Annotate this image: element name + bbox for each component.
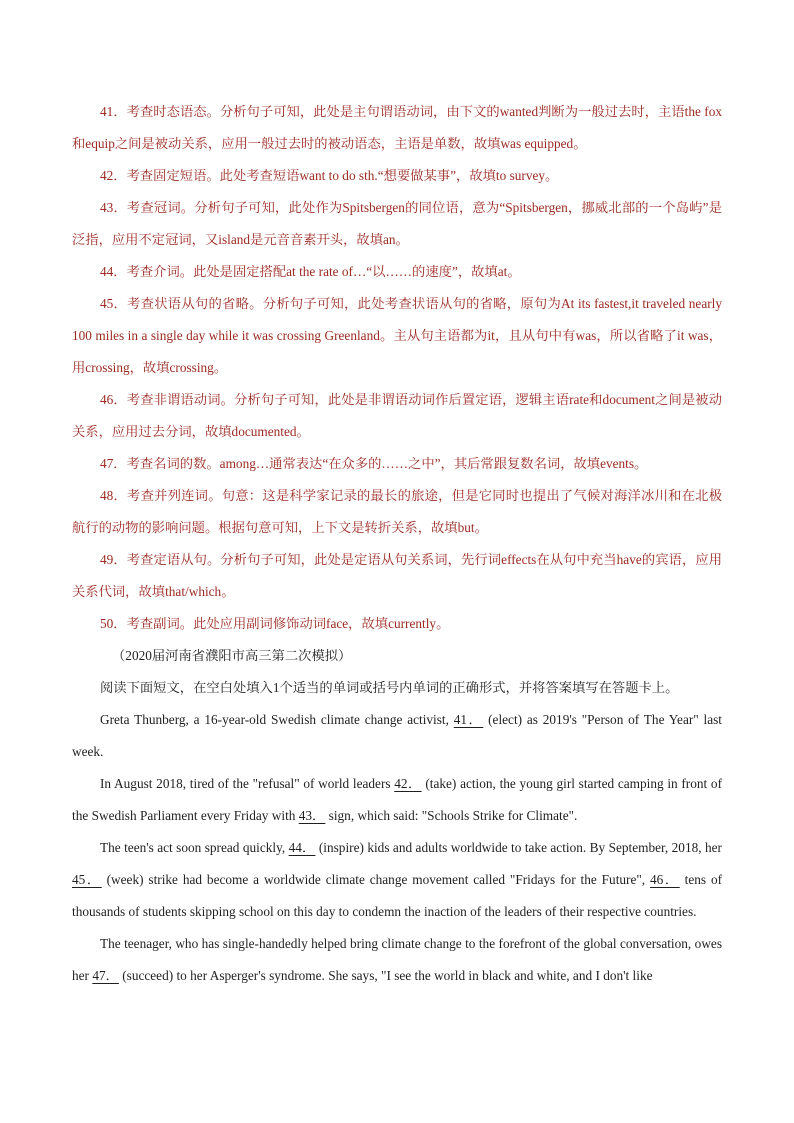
answer-42: 42．考查固定短语。此处考查短语want to do sth.“想要做某事”，故填to survey。 [100,168,559,183]
passage-text: In August 2018, tired of the "refusal" of world leaders [100,776,395,791]
answer-47: 47．考查名词的数。among…通常表达“在众多的……之中”，其后常跟复数名词，故填events。 [100,456,648,471]
passage-text: (inspire) kids and adults worldwide to take action. By September, 2018, her [315,840,722,855]
passage-paragraph-4 [72,928,722,992]
passage-text: tens of thousands of students skipping school on this day to condemn the inaction of the leaders of their respective countries. [72,872,723,919]
blank-47: 47． [92,968,119,983]
passage-paragraph-3 [72,832,722,928]
blank-46: 46． [650,872,680,887]
blank-44: 44． [288,840,316,855]
answer-45: 45．考查状语从句的省略。分析句子可知，此处考查状语从句的省略，原句为At its fastest,it traveled nearly 100 miles in a single day while it was crossing Greenland。主从句主语都为it，且从句中有was，所以省略了it was，用crossing，故填crossing。 [72,296,722,375]
blank-41: 41． [453,712,484,727]
passage-text: (elect) as 2019's "Person of The Year" last week. [72,712,722,759]
passage-text: The teen's act soon spread quickly, [100,840,289,855]
page-content [72,96,722,992]
blank-42: 42． [394,776,422,791]
answer-44: 44．考查介词。此处是固定搭配at the rate of…“以……的速度”，故填at。 [100,264,521,279]
passage-paragraph-1 [72,704,722,768]
passage-paragraph-2 [72,768,722,832]
answer-49: 49．考查定语从句。分析句子可知，此处是定语从句关系词，先行词effects在从句中充当have的宾语，应用关系代词，故填that/which。 [72,552,722,599]
passage-text: sign, which said: "Schools Strike for Climate". [325,808,578,823]
passage-text: (take) action, the young girl started camping in front of the Swedish Parliament every Friday with [72,776,723,823]
answer-41: 41．考查时态语态。分析句子可知，此处是主句谓语动词，由下文的wanted判断为一般过去时，主语the fox和equip之间是被动关系，应用一般过去时的被动语态，主语是单数，故填was equipped。 [72,104,722,151]
passage-text: The teenager, who has single-handedly helped bring climate change to the forefront of the global conversation, owes her [72,936,722,983]
passage-text: (week) strike had become a worldwide climate change movement called "Fridays for the Future", [101,872,651,887]
exercise-instruction: 阅读下面短文，在空白处填入1个适当的单词或括号内单词的正确形式，并将答案填写在答题卡上。 [100,680,679,695]
answer-48: 48．考查并列连词。句意：这是科学家记录的最长的旅途，但是它同时也提出了气候对海洋冰川和在北极航行的动物的影响问题。根据句意可知，上下文是转折关系，故填but。 [72,488,722,535]
passage-text: (succeed) to her Asperger's syndrome. She says, "I see the world in black and white, and I don't like [118,968,653,983]
exercise-source: （2020届河南省濮阳市高三第二次模拟） [112,648,352,663]
answer-50: 50．考查副词。此处应用副词修饰动词face，故填currently。 [100,616,450,631]
passage-text: Greta Thunberg, a 16-year-old Swedish climate change activist, [100,712,454,727]
blank-43: 43． [298,808,326,823]
answer-46: 46．考查非谓语动词。分析句子可知，此处是非谓语动词作后置定语，逻辑主语rate和document之间是被动关系，应用过去分词，故填documented。 [72,392,722,439]
blank-45: 45． [72,872,102,887]
answer-43: 43．考查冠词。分析句子可知，此处作为Spitsbergen的同位语，意为“Spitsbergen，挪威北部的一个岛屿”是泛指，应用不定冠词，又island是元音音素开头，故填an。 [72,200,722,247]
